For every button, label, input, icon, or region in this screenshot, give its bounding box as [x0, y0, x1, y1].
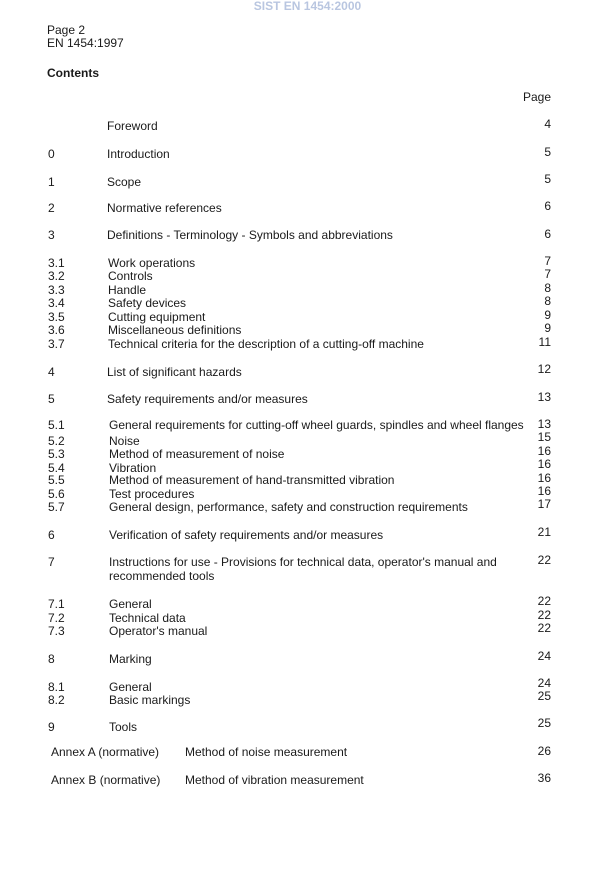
toc-entry-number: 7.2 — [48, 611, 65, 625]
toc-entry-title: Basic markings — [109, 693, 191, 707]
toc-entry-title: Technical criteria for the description of a cutting-off machine — [108, 337, 424, 351]
toc-entry-title: Tools — [109, 720, 138, 734]
toc-entry-page: 24 — [537, 676, 551, 690]
toc-entry-page: 25 — [537, 689, 551, 703]
watermark: SIST EN 1454:2000 — [253, 0, 362, 13]
toc-entry-title: Marking — [109, 652, 152, 666]
toc-entry-page: 13 — [537, 390, 551, 404]
toc-entry-title: General design, performance, safety and construction requirements — [109, 500, 468, 514]
toc-entry-number: 3.1 — [48, 256, 65, 270]
toc-entry-number: 8.1 — [48, 680, 65, 694]
toc-entry-page: 9 — [544, 321, 551, 335]
annex-page: 36 — [537, 771, 551, 785]
toc-entry-page: 24 — [537, 649, 551, 663]
toc-entry-number: 3.2 — [48, 269, 65, 283]
toc-entry-number: 0 — [48, 147, 55, 161]
toc-entry-title: General — [109, 597, 152, 611]
toc-entry-number: 3.6 — [48, 323, 65, 337]
toc-entry-page: 9 — [544, 308, 551, 322]
toc-entry-title: Safety devices — [108, 296, 187, 310]
toc-entry-title: Miscellaneous definitions — [108, 323, 242, 337]
toc-entry-number: 7 — [48, 555, 55, 569]
toc-entry-number: 5.1 — [48, 418, 65, 432]
toc-entry-page: 15 — [537, 430, 551, 444]
toc-entry-title: Method of measurement of hand-transmitted vibration — [109, 473, 395, 487]
toc-entry-page: 12 — [537, 362, 551, 376]
toc-entry-page: 16 — [537, 457, 551, 471]
toc-entry-number: 6 — [48, 528, 55, 542]
toc-entry-page: 7 — [544, 267, 551, 281]
toc-entry-title: Vibration — [109, 461, 157, 475]
toc-entry-title: Operator's manual — [109, 624, 208, 638]
toc-entry-title: Foreword — [107, 119, 158, 133]
toc-entry-page: 21 — [537, 525, 551, 539]
toc-entry-title: Safety requirements and/or measures — [107, 392, 308, 406]
toc-entry-number: 5.2 — [48, 434, 65, 448]
toc-entry-page: 17 — [537, 497, 551, 511]
toc-entry-title: Verification of safety requirements and/or measures — [109, 528, 384, 542]
toc-entry-page: 13 — [537, 417, 551, 431]
toc-entry-page: 22 — [537, 594, 551, 608]
toc-entry-page: 16 — [537, 444, 551, 458]
toc-entry-title: Noise — [109, 434, 140, 448]
toc-entry-number: 4 — [48, 365, 55, 379]
toc-entry-page: 22 — [537, 553, 551, 567]
contents-heading: Contents — [47, 66, 99, 80]
toc-entry-title: Cutting equipment — [108, 310, 206, 324]
toc-entry-title: Controls — [108, 269, 153, 283]
toc-entry-number: 3.5 — [48, 310, 65, 324]
toc-entry-number: 5.6 — [48, 487, 65, 501]
toc-entry-title: Instructions for use - Provisions for technical data, operator's manual and recommended tools — [109, 555, 497, 583]
toc-entry-title: Definitions - Terminology - Symbols and abbreviations — [107, 228, 393, 242]
toc-entry-page: 22 — [537, 621, 551, 635]
toc-entry-title: Handle — [108, 283, 147, 297]
toc-entry-number: 1 — [48, 175, 55, 189]
page-column-heading: Page — [523, 90, 552, 104]
toc-entry-page: 22 — [537, 608, 551, 622]
toc-entry-number: 9 — [48, 720, 55, 734]
toc-entry-title: Technical data — [109, 611, 186, 625]
toc-entry-page: 4 — [544, 117, 551, 131]
toc-entry-page: 5 — [544, 172, 551, 186]
toc-entry-number: 8.2 — [48, 693, 65, 707]
toc-entry-number: 3 — [48, 228, 55, 242]
toc-entry-page: 5 — [544, 145, 551, 159]
toc-entry-number: 5.7 — [48, 500, 65, 514]
toc-entry-number: 7.1 — [48, 597, 65, 611]
toc-entry-page: 8 — [544, 294, 551, 308]
toc-entry-title: Scope — [107, 175, 142, 189]
toc-entry-title: Test procedures — [109, 487, 195, 501]
toc-entry-number: 5.4 — [48, 461, 65, 475]
toc-entry-number: 3.7 — [48, 337, 65, 351]
toc-entry-number: 5.5 — [48, 473, 65, 487]
toc-entry-number: 8 — [48, 652, 55, 666]
toc-entry-title: Normative references — [107, 201, 222, 215]
toc-entry-number: 3.4 — [48, 296, 65, 310]
annex-page: 26 — [537, 744, 551, 758]
toc-entry-title: Work operations — [108, 256, 196, 270]
toc-entry-title: Method of measurement of noise — [109, 447, 285, 461]
toc-entry-title: General requirements for cutting-off wheel guards, spindles and wheel flanges — [109, 418, 524, 432]
toc-entry-number: 2 — [48, 201, 55, 215]
standard-reference: EN 1454:1997 — [47, 36, 124, 50]
annex-label: Annex B (normative) — [51, 773, 161, 787]
toc-entry-title: General — [109, 680, 152, 694]
annex-label: Annex A (normative) — [51, 745, 160, 759]
toc-entry-page: 16 — [537, 471, 551, 485]
annex-title: Method of noise measurement — [185, 745, 348, 759]
toc-entry-number: 5 — [48, 392, 55, 406]
page-number: Page 2 — [47, 23, 86, 37]
annex-title: Method of vibration measurement — [185, 773, 364, 787]
toc-entry-page: 25 — [537, 716, 551, 730]
toc-entry-page: 11 — [538, 335, 551, 349]
toc-entry-title: Introduction — [107, 147, 170, 161]
toc-entry-number: 3.3 — [48, 283, 65, 297]
toc-entry-number: 5.3 — [48, 447, 65, 461]
toc-entry-page: 6 — [544, 199, 551, 213]
toc-entry-page: 6 — [544, 227, 551, 241]
toc-entry-page: 8 — [544, 281, 551, 295]
toc-entry-page: 7 — [544, 254, 551, 268]
toc-entry-number: 7.3 — [48, 624, 65, 638]
toc-entry-title: List of significant hazards — [107, 365, 242, 379]
toc-entry-page: 16 — [537, 484, 551, 498]
